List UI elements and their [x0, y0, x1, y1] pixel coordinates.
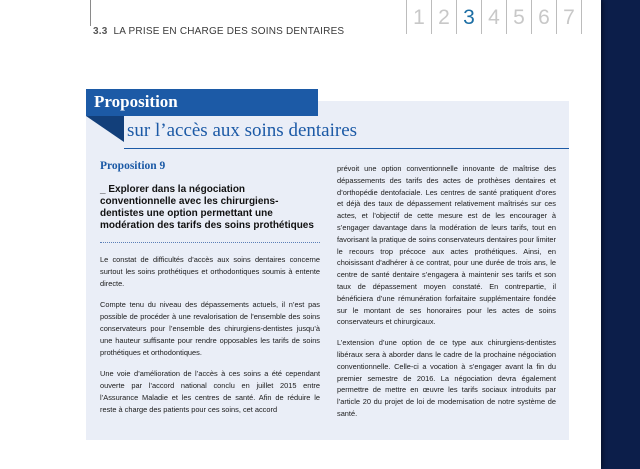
proposition-tab-title: Proposition: [94, 92, 178, 111]
chapter-tab-6[interactable]: 6: [531, 0, 556, 34]
section-title: LA PRISE EN CHARGE DES SOINS DENTAIRES: [113, 26, 345, 37]
chapter-tab-5[interactable]: 5: [506, 0, 531, 34]
subtitle-underline: [124, 148, 569, 149]
ribbon-fold: [86, 116, 124, 142]
chapter-tab-3[interactable]: 3: [456, 0, 481, 34]
section-header: [93, 26, 344, 37]
dotted-divider: [100, 242, 320, 243]
paragraph: L’extension d’une option de ce type aux chirurgiens-dentistes libéraux sera à aborder dans le cadre de la prochaine négociation conventionnelle. Celle-ci a vocation à s’engager avant la fin du premier semestre de 2016. La négociation devra également permettre de mettre en œuvre les tarifs sociaux introduits par l’article 20 du projet de loi de modernisation de notre système de santé.: [337, 338, 556, 418]
chapter-tab-4[interactable]: 4: [481, 0, 506, 34]
chapter-tab-7[interactable]: 7: [556, 0, 582, 34]
chapter-tab-2[interactable]: 2: [431, 0, 456, 34]
proposition-heading: Proposition 9: [100, 160, 166, 172]
margin-rule: [90, 0, 91, 26]
proposition-title: _ Explorer dans la négociation conventionnelle avec les chirurgiens-dentistes une option permettant une modération des tarifs des soins prothétiques: [100, 184, 314, 231]
box-subtitle: sur l’accès aux soins dentaires: [127, 120, 358, 141]
section-number: 3.3: [93, 26, 108, 37]
chapter-nav: [406, 0, 582, 36]
left-column: [100, 160, 320, 426]
paragraph: Le constat de difficultés d’accès aux soins dentaires concerne surtout les soins prothétiques et orthodontiques soumis à entente directe.: [100, 255, 320, 288]
chapter-tab-1[interactable]: 1: [406, 0, 431, 34]
paragraph: prévoit une option conventionnelle innovante de maîtrise des dépassements des tarifs des actes de prothèses dentaires et d’orthopédie dentofaciale. Les centres de santé pratiquent d’ores et déjà des taux de dépassement relativement maîtrisés sur ces actes, et l’objectif de cette mesure est de les encourager à s’engager davantage dans la modération de leurs tarifs, tout en favorisant la pratique de soins conservateurs dentaires pour limiter le recours trop précoce aux actes prothétiques. Ainsi, en choisissant d’adhérer à ce contrat, pour une durée de trois ans, le centre de santé dentaire s’engagera à maintenir ses tarifs et son taux de dépassement moyen constaté. En contrepartie, il bénéficiera d’une rémunération forfaitaire supplémentaire fondée sur le montant de ses honoraires pour les actes de soins conservateurs et chirurgicaux.: [337, 164, 556, 327]
paragraph: Compte tenu du niveau des dépassements actuels, il n’est pas possible de procéder à une revalorisation de l’ensemble des soins conservateurs pour l’ensemble des chirurgiens-dentistes jusqu’à une hauteur suffisante pour rendre opposables les tarifs de soins prothétiques et orthodontiques.: [100, 300, 320, 357]
paragraph: Une voie d’amélioration de l’accès à ces soins a été cependant ouverte par l’accord national conclu en juillet 2015 entre l’Assurance Maladie et les centres de santé. Afin de réduire le reste à charge des patients pour ces soins, cet accord: [100, 369, 320, 414]
right-column: [337, 163, 556, 429]
